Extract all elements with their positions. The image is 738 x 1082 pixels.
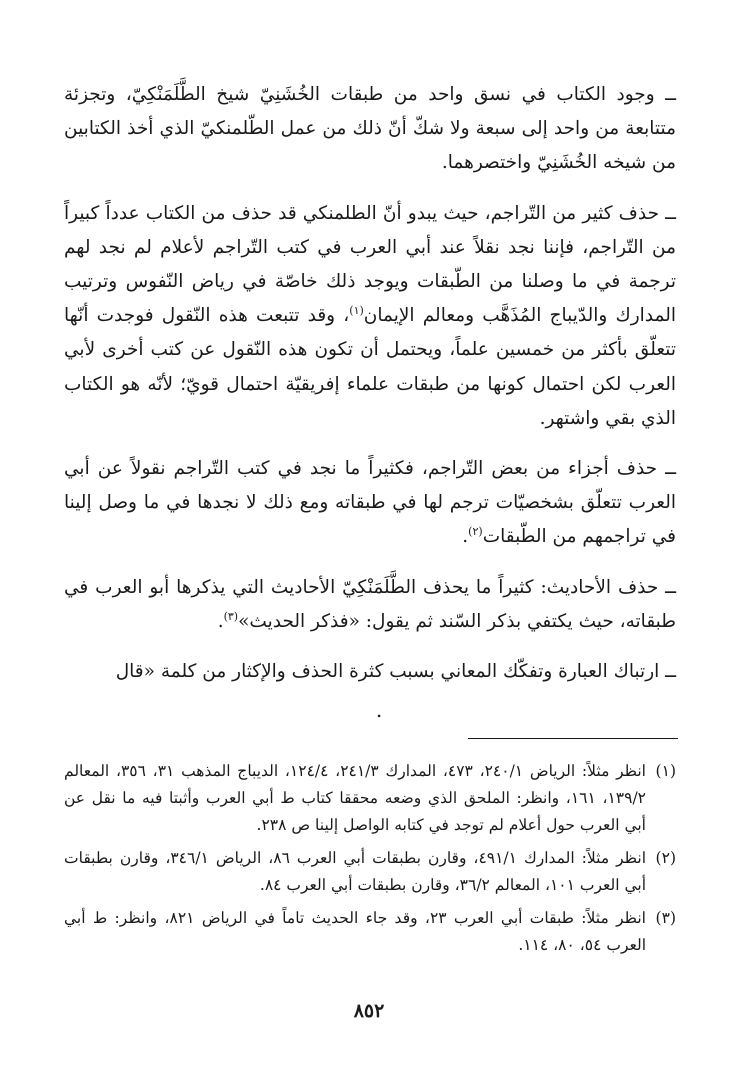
footnote-ref-1[interactable]: (١): [349, 304, 364, 318]
footnote-1: [64, 758, 676, 839]
footnote-ref-2[interactable]: (٢): [468, 525, 483, 539]
footnote-number: (٢): [655, 849, 676, 867]
paragraph-confused-wording: [64, 655, 676, 689]
paragraph-text: ــ حذف أجزاء من بعض التّراجم، فكثيراً ما نجد في كتب التّراجم نقولاً عن أبي العرب تتعلّق بشخصيّات ترجم لها في طبقاته ومع ذلك لا نجدها في ما وصل إلينا في تراجمهم من الطّبقات: [64, 458, 676, 548]
page-number: ٨٥٢: [353, 1000, 385, 1022]
paragraph-deleted-hadith: [64, 571, 676, 639]
trailing-mark: .: [375, 698, 383, 722]
footnote-number: (٣): [655, 909, 676, 927]
footnote-divider: [468, 738, 678, 739]
main-text: [64, 78, 676, 705]
paragraph-text-continued: .: [217, 610, 224, 632]
footnote-3: [64, 905, 676, 959]
paragraph-text: ــ حذف الأحاديث: كثيراً ما يحذف الطَّلَمَنْكِيّ الأحاديث التي يذكرها أبو العرب في طبقاته، حيث يكتفي بذكر السّند ثم يقول: «فذكر الحديث»: [64, 576, 676, 632]
paragraph-text: ــ وجود الكتاب في نسق واحد من طبقات الخُشَنِيّ شيخ الطَّلَمَنْكِيّ، وتجزئة متتابعة من واحد إلى سبعة ولا شكّ أنّ ذلك من عمل الطّلمنكيّ الذي أخذ الكتابين من شيخه الخُشَنِيّ واختصرهما.: [64, 84, 676, 174]
paragraph-text: ــ حذف كثير من التّراجم، حيث يبدو أنّ الطلمنكي قد حذف من الكتاب عدداً كبيراً من التّراجم، فإننا نجد نقلاً عند أبي العرب في كتب التّراجم لأعلام لم نجد لهم ترجمة في ما وصلنا من الطّبقات ويوجد ذلك خاصّة في رياض النّفوس وترتيب المدارك والدّيباج المُذَهَّب ومعالم الإيمان: [64, 202, 676, 327]
paragraph-text-continued: .: [462, 526, 469, 548]
footnote-2: [64, 845, 676, 899]
footnote-ref-3[interactable]: (٣): [223, 609, 239, 623]
footnote-text: انظر مثلاً: الرياض ٢٤٠/١، ٤٧٣، المدارك ٢٤١/٣، ١٢٤/٤، الديباج المذهب ٣١، ٣٥٦، المعالم ١٣٩/٢، ١٦١، وانظر: الملحق الذي وضعه محققا كتاب ط أبي العرب وأثبتا فيه ما نقل عن أبي العرب حول أعلام لم توجد في كتابه الواصل إلينا ص ٢٣٨.: [64, 762, 646, 834]
footnotes-section: [64, 758, 676, 965]
footnote-text: انظر مثلاً: المدارك ٤٩١/١، وقارن بطبقات أبي العرب ٨٦، الرياض ٣٤٦/١، وقارن بطبقات أبي العرب ١٠١، المعالم ٣٦/٢، وقارن بطبقات أبي العرب ٨٤.: [64, 849, 647, 894]
paragraph-deleted-parts: [64, 452, 676, 555]
paragraph-book-structure: [64, 78, 676, 181]
footnote-text: انظر مثلاً: طبقات أبي العرب ٢٣، وقد جاء الحديث تاماً في الرياض ٨٢١، وانظر: ط أبي العرب ٥٤، ٨٠، ١١٤.: [64, 909, 646, 954]
footnote-number: (١): [655, 762, 676, 780]
paragraph-deleted-biographies: [64, 197, 676, 436]
paragraph-text-continued: ، وقد تتبعت هذه النّقول فوجدت أنّها تتعلّق بأكثر من خمسين علماً، ويحتمل أن تكون هذه النّقول عن كتب أخرى لأبي العرب لكن احتمال كونها من طبقات علماء إفريقيّة احتمال قويّ؛ لأنّه هو الكتاب الذي بقي واشتهر.: [64, 305, 676, 429]
paragraph-text: ــ ارتباك العبارة وتفكّك المعاني بسبب كثرة الحذف والإكثار من كلمة «قال: [115, 661, 676, 683]
